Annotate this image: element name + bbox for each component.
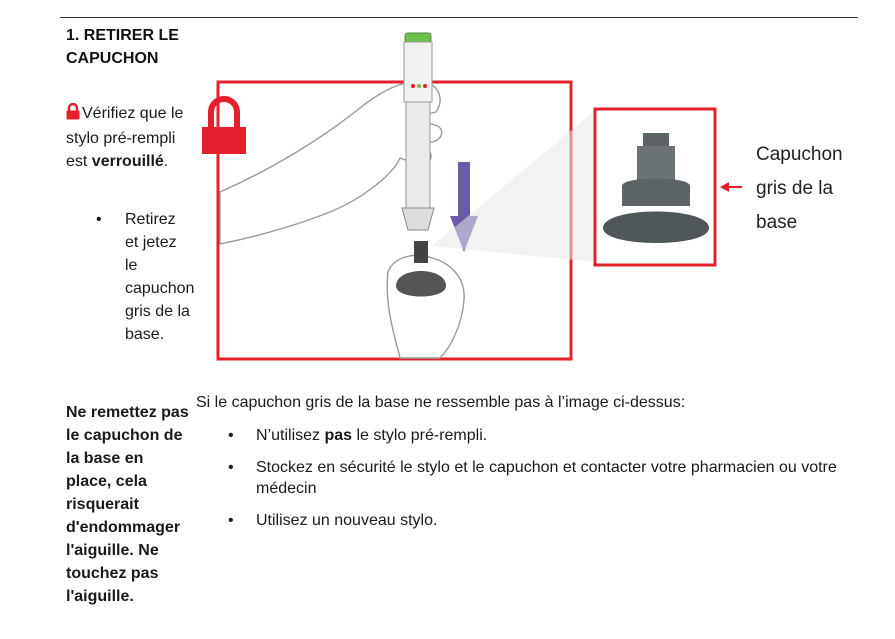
list-item: • N’utilisez pas le stylo pré-rempli. xyxy=(196,425,856,446)
lock-check-bold: verrouillé xyxy=(91,153,164,170)
lower-hand-illustration xyxy=(387,241,464,358)
list-item: • Utilisez un nouveau stylo. xyxy=(196,510,856,531)
callout-label: Capuchon gris de la base xyxy=(756,144,843,233)
large-lock-icon xyxy=(202,99,246,154)
list-item: • Retirez et jetez le capuchon gris de la base. xyxy=(66,208,190,346)
note-bullet-list xyxy=(196,425,856,542)
arrow-left-icon xyxy=(720,182,742,192)
projection-wedge xyxy=(432,110,596,262)
note-text: Si le capuchon gris de la base ne ressemble pas à l’image ci-dessus: xyxy=(196,394,686,411)
lock-check-text: Vérifiez que le stylo pré-rempli est xyxy=(66,105,184,170)
warning-text: Ne remettez pas le capuchon de la base en place, cela risquerait d'endommager l'aiguille. Ne touchez pas l'aiguille. xyxy=(66,404,189,605)
list-item: • Stockez en sécurité le stylo et le capuchon et contacter votre pharmacien ou votre médecin xyxy=(196,457,856,499)
lock-check-end: . xyxy=(163,153,169,170)
pen-illustration xyxy=(402,33,434,230)
step-title: 1. RETIRER LE CAPUCHON xyxy=(66,27,179,67)
